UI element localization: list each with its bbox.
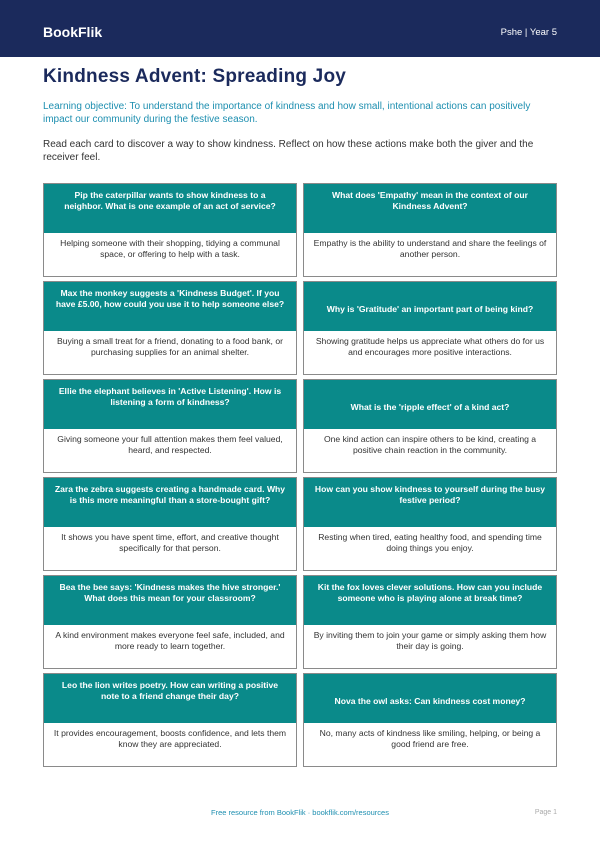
learning-objective: Learning objective: To understand the importance of kindness and how small, intentional actions can positively impact our community during the festive season. bbox=[43, 101, 531, 125]
card-answer: It shows you have spent time, effort, and creative thought specifically for that person. bbox=[61, 532, 279, 553]
intro-text: Read each card to discover a way to show kindness. Reflect on how these actions make both the giver and the receiver feel. bbox=[43, 139, 534, 163]
card-answer: By inviting them to join your game or simply asking them how their day is going. bbox=[313, 630, 547, 651]
card-question: Kit the fox loves clever solutions. How can you include someone who is playing alone at break time? bbox=[304, 576, 556, 625]
card-answer: One kind action can inspire others to be kind, creating a positive chain reaction in the community. bbox=[323, 434, 537, 455]
card bbox=[303, 379, 557, 473]
card-question: Pip the caterpillar wants to show kindness to a neighbor. What is one example of an act of service? bbox=[44, 184, 296, 233]
card bbox=[303, 477, 557, 571]
card bbox=[303, 281, 557, 375]
card-answer: Helping someone with their shopping, tidying a communal space, or offering to help with a task. bbox=[60, 238, 280, 259]
header-bar bbox=[0, 0, 600, 57]
card-answer: Resting when tired, eating healthy food, and spending time doing things you enjoy. bbox=[318, 532, 542, 553]
card-answer: It provides encouragement, boosts confidence, and lets them know they are appreciated. bbox=[53, 728, 287, 749]
card bbox=[43, 575, 297, 669]
card-question: Bea the bee says: 'Kindness makes the hive stronger.' What does this mean for your classroom? bbox=[44, 576, 296, 625]
card bbox=[43, 281, 297, 375]
card bbox=[43, 183, 297, 277]
card bbox=[43, 379, 297, 473]
card bbox=[43, 673, 297, 767]
card bbox=[303, 575, 557, 669]
card-answer: A kind environment makes everyone feel safe, included, and more ready to learn together. bbox=[55, 630, 285, 651]
card-question: How can you show kindness to yourself during the busy festive period? bbox=[304, 478, 556, 527]
footer-link[interactable]: Free resource from BookFlik · bookflik.com/resources bbox=[211, 808, 389, 817]
page-number: Page 1 bbox=[534, 809, 557, 816]
page-title: Kindness Advent: Spreading Joy bbox=[43, 66, 347, 87]
card-question: Why is 'Gratitude' an important part of being kind? bbox=[304, 282, 556, 331]
brand-logo[interactable]: BookFlik bbox=[43, 24, 103, 40]
card-question: What is the 'ripple effect' of a kind act? bbox=[304, 380, 556, 429]
card-question: Nova the owl asks: Can kindness cost money? bbox=[304, 674, 556, 723]
card-question: Zara the zebra suggests creating a handmade card. Why is this more meaningful than a store-bought gift? bbox=[44, 478, 296, 527]
card bbox=[303, 183, 557, 277]
card-question: Max the monkey suggests a 'Kindness Budget'. If you have £5.00, how could you use it to help someone else? bbox=[44, 282, 296, 331]
card-answer: Empathy is the ability to understand and share the feelings of another person. bbox=[313, 238, 547, 259]
card-answer: No, many acts of kindness like smiling, helping, or being a good friend are free. bbox=[319, 728, 541, 749]
card-question: Ellie the elephant believes in 'Active Listening'. How is listening a form of kindness? bbox=[44, 380, 296, 429]
card-answer: Showing gratitude helps us appreciate what others do for us and encourages more positive interactions. bbox=[315, 336, 545, 357]
card-answer: Giving someone your full attention makes them feel valued, heard, and respected. bbox=[57, 434, 283, 455]
card-question: Leo the lion writes poetry. How can writing a positive note to a friend change their day? bbox=[44, 674, 296, 723]
card bbox=[303, 673, 557, 767]
subject-year-label: Pshe | Year 5 bbox=[500, 27, 557, 38]
card-question: What does 'Empathy' mean in the context of our Kindness Advent? bbox=[304, 184, 556, 233]
card-answer: Buying a small treat for a friend, donating to a food bank, or purchasing supplies for an animal shelter. bbox=[57, 336, 283, 357]
card bbox=[43, 477, 297, 571]
